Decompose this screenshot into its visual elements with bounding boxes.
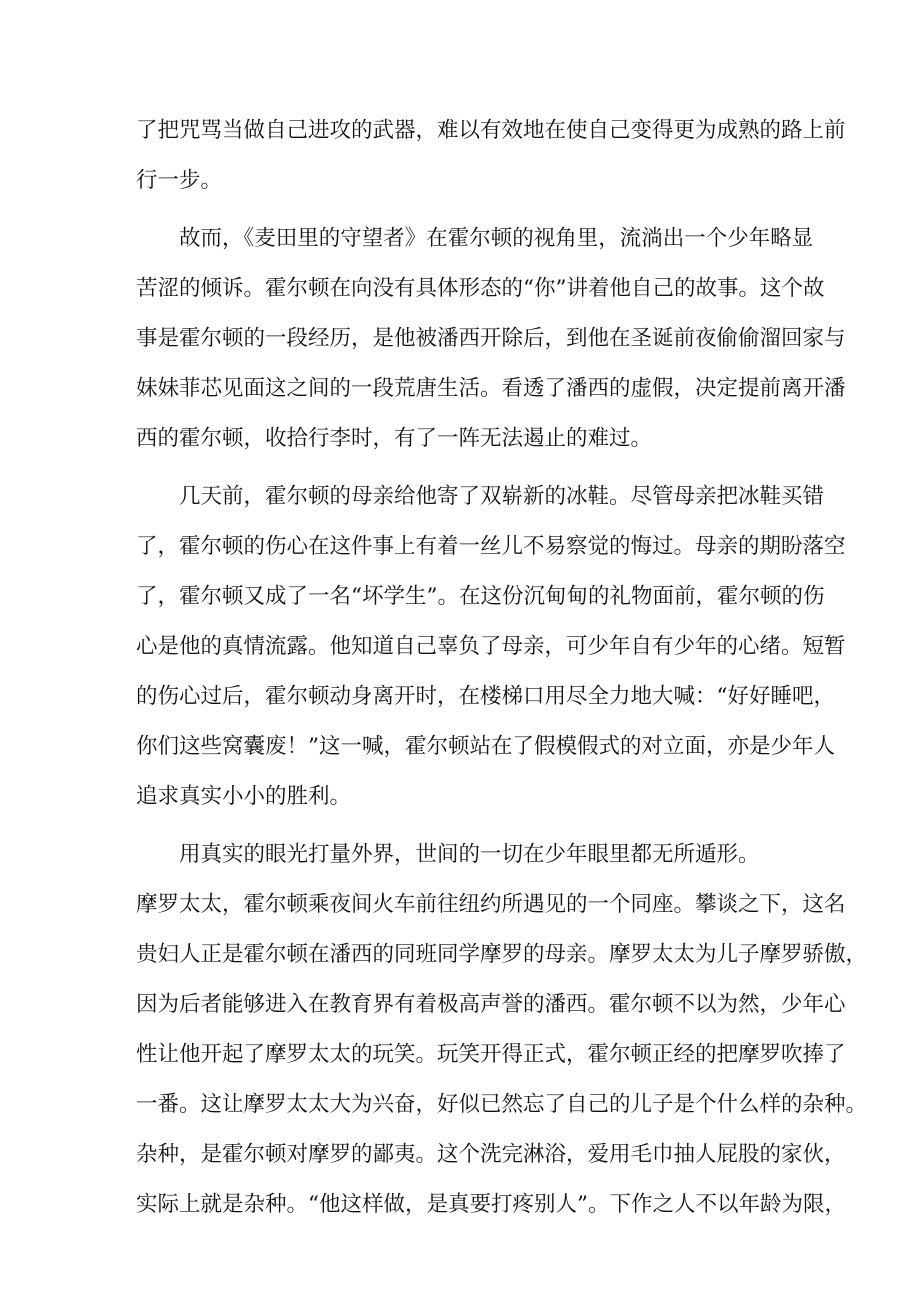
text-line xyxy=(0,727,920,767)
text-line xyxy=(0,1185,920,1225)
text-line xyxy=(0,269,920,309)
text-line xyxy=(0,477,920,517)
line-text: 的伤心过后，霍尔顿动身离开时，在楼梯口用尽全力地大喊：“好好睡吧， xyxy=(136,684,835,709)
line-text: 一番。这让摩罗太太大为兴奋，好似已然忘了自己的儿子是个什么样的杂种。 xyxy=(136,1092,868,1117)
text-line xyxy=(0,219,920,259)
text-line xyxy=(0,885,920,925)
text-line xyxy=(0,1035,920,1075)
line-text: 苦涩的倾诉。霍尔顿在向没有具体形态的“你”讲着他自己的故事。这个故 xyxy=(136,276,825,301)
line-text: 你们这些窝囊废！”这一喊，霍尔顿站在了假模假式的对立面，亦是少年人 xyxy=(136,734,835,759)
text-line xyxy=(0,527,920,567)
line-text: 因为后者能够进入在教育界有着极高声誉的潘西。霍尔顿不以为然，少年心 xyxy=(136,992,846,1017)
line-text: 西的霍尔顿，收拾行李时，有了一阵无法遏止的难过。 xyxy=(136,426,653,451)
text-line xyxy=(0,419,920,459)
line-text: 行一步。 xyxy=(136,168,223,193)
line-text: 故而，《麦田里的守望者》在霍尔顿的视角里，流淌出一个少年略显 xyxy=(179,226,814,251)
text-line xyxy=(0,835,920,875)
line-text: 了把咒骂当做自己进攻的武器，难以有效地在使自己变得更为成熟的路上前 xyxy=(136,118,846,143)
line-text: 贵妇人正是霍尔顿在潘西的同班同学摩罗的母亲。摩罗太太为儿子摩罗骄傲， xyxy=(136,942,868,967)
text-line xyxy=(0,369,920,409)
text-line xyxy=(0,319,920,359)
text-line xyxy=(0,577,920,617)
line-text: 心是他的真情流露。他知道自己辜负了母亲，可少年自有少年的心绪。短暂 xyxy=(136,634,846,659)
line-text: 用真实的眼光打量外界，世间的一切在少年眼里都无所遁形。 xyxy=(179,842,760,867)
text-line xyxy=(0,777,920,817)
line-text: 了，霍尔顿又成了一名“坏学生”。在这份沉甸甸的礼物面前，霍尔顿的伤 xyxy=(136,584,825,609)
line-text: 几天前，霍尔顿的母亲给他寄了双崭新的冰鞋。尽管母亲把冰鞋买错 xyxy=(179,484,825,509)
text-line xyxy=(0,1135,920,1175)
text-line xyxy=(0,627,920,667)
line-text: 实际上就是杂种。“他这样做，是真要打疼别人”。下作之人不以年龄为限， xyxy=(136,1192,846,1217)
line-text: 杂种，是霍尔顿对摩罗的鄙夷。这个洗完淋浴，爱用毛巾抽人屁股的家伙， xyxy=(136,1142,846,1167)
line-text: 摩罗太太，霍尔顿乘夜间火车前往纽约所遇见的一个同座。攀谈之下，这名 xyxy=(136,892,846,917)
line-text: 妹妹菲芯见面这之间的一段荒唐生活。看透了潘西的虚假，决定提前离开潘 xyxy=(136,376,846,401)
line-text: 性让他开起了摩罗太太的玩笑。玩笑开得正式，霍尔顿正经的把摩罗吹捧了 xyxy=(136,1042,846,1067)
text-line xyxy=(0,677,920,717)
line-text: 了，霍尔顿的伤心在这件事上有着一丝儿不易察觉的悔过。母亲的期盼落空 xyxy=(136,534,846,559)
text-line xyxy=(0,935,920,975)
line-text: 追求真实小小的胜利。 xyxy=(136,784,352,809)
text-line xyxy=(0,161,920,201)
text-line xyxy=(0,1085,920,1125)
text-line xyxy=(0,111,920,151)
text-line xyxy=(0,985,920,1025)
line-text: 事是霍尔顿的一段经历，是他被潘西开除后，到他在圣诞前夜偷偷溜回家与 xyxy=(136,326,846,351)
